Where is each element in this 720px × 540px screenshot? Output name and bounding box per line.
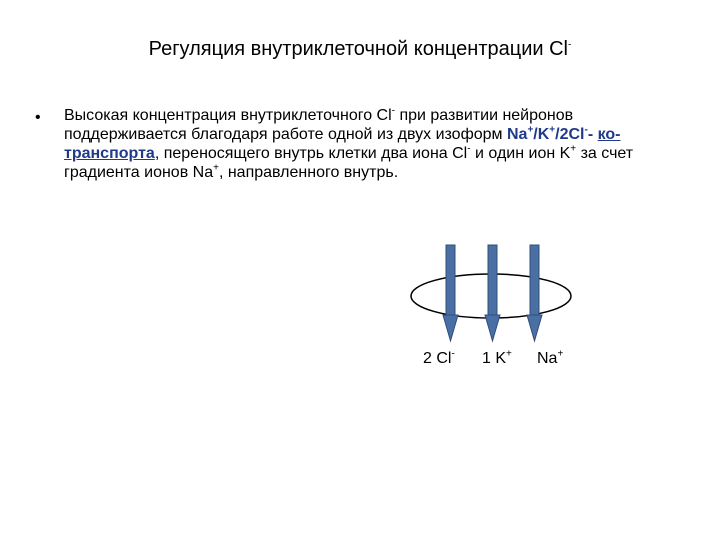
arrow-k [485, 245, 500, 341]
text-part-5: за счет градиента ионов Na [64, 145, 634, 181]
arrow-na [527, 245, 542, 341]
label-1k-text: 1 K [482, 350, 507, 367]
label-2cl-sup: - [451, 348, 455, 360]
text-part-6: , направленного внутрь. [218, 164, 399, 181]
text-part-4: и один ион K [470, 145, 571, 162]
text-sup-4: + [570, 143, 577, 155]
text-part-2: при развитии нейронов поддерживается благодаря работе одной из двух изоформ [64, 107, 574, 143]
text-sup-1: - [391, 105, 396, 117]
label-na-text: Na [537, 350, 558, 367]
label-1k [482, 349, 512, 369]
label-1k-sup: + [506, 348, 512, 360]
highlight-cotransport: ко-транспорта [64, 126, 621, 162]
highlight-dash: - [587, 126, 594, 143]
text-part-3: , переносящего внутрь клетки два иона Cl [154, 145, 468, 162]
highlight-cl: /2Cl [555, 126, 585, 143]
arrow-cl [443, 245, 458, 341]
highlight-k-sup: + [549, 124, 556, 136]
label-na [537, 349, 563, 369]
bullet-marker: • [35, 109, 41, 126]
title-superscript: - [567, 39, 572, 51]
title-text: Регуляция внутриклеточной концентрации Cl [148, 38, 568, 60]
text-sup-3: - [467, 143, 471, 155]
text-sup-5: + [213, 162, 219, 174]
label-2cl-text: 2 Cl [423, 350, 452, 367]
label-na-sup: + [557, 348, 564, 360]
highlight-na: Na [506, 126, 528, 143]
highlight-k: /K [533, 126, 550, 143]
highlight-cl-sup: - [584, 124, 588, 136]
text-part-1: Высокая концентрация внутриклеточного Cl [64, 107, 392, 124]
highlight-na-sup: + [527, 124, 534, 136]
label-2cl [423, 349, 455, 369]
